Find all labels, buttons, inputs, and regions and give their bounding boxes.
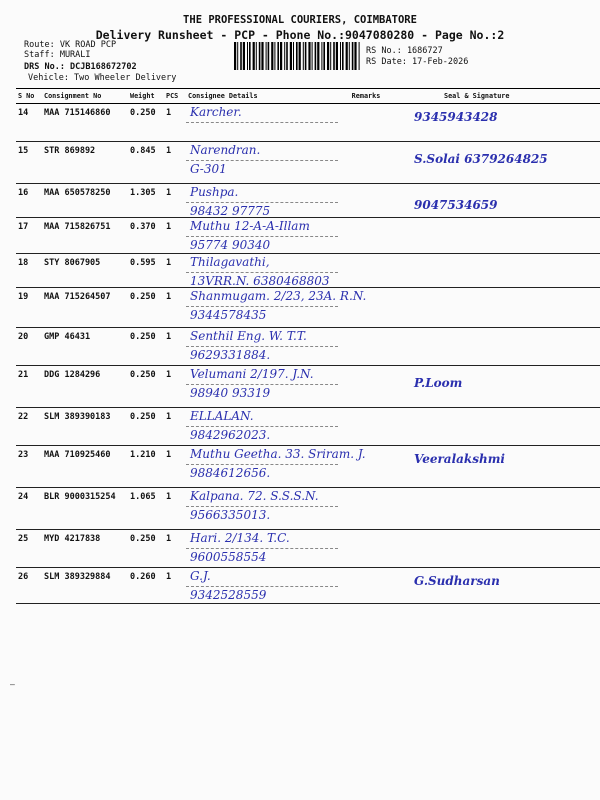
handwriting-guide-line <box>186 548 338 549</box>
remarks-cell <box>338 184 394 218</box>
weight-cell: 0.595 <box>128 254 164 288</box>
pcs-cell: 1 <box>164 218 186 254</box>
consignee-cell <box>186 366 338 408</box>
consignee-name: Velumani 2/197. J.N. <box>190 367 314 381</box>
weight-cell: 0.260 <box>128 568 164 604</box>
barcode-bar <box>247 42 248 70</box>
pcs-cell: 1 <box>164 408 186 446</box>
sno-cell: 21 <box>16 366 42 408</box>
remarks-cell <box>338 328 394 366</box>
barcode <box>234 42 362 70</box>
pcs-cell: 1 <box>164 446 186 488</box>
consignee-phone: 9600558554 <box>190 550 267 564</box>
barcode-bar <box>303 42 304 70</box>
consignee-cell <box>186 328 338 366</box>
sno-cell: 18 <box>16 254 42 288</box>
signature-cell <box>394 218 600 254</box>
consignee-phone: 9884612656. <box>190 466 271 480</box>
pcs-cell: 1 <box>164 254 186 288</box>
consignee-cell <box>186 568 338 604</box>
consignee-name: Karcher. <box>190 105 242 119</box>
handwriting-guide-line <box>186 506 338 507</box>
remarks-cell <box>338 142 394 184</box>
barcode-bar <box>284 42 285 70</box>
barcode-bar <box>237 42 238 70</box>
col-header-sno: S No <box>16 89 42 104</box>
barcode-bar <box>299 42 301 70</box>
signature-cell <box>394 568 600 604</box>
sno-cell: 14 <box>16 104 42 142</box>
table-row <box>16 104 600 142</box>
remarks-cell <box>338 218 394 254</box>
weight-cell: 0.845 <box>128 142 164 184</box>
rs-number: RS No.: 1686727 <box>366 46 443 56</box>
rs-date: RS Date: 17-Feb-2026 <box>366 57 469 67</box>
table-row <box>16 366 600 408</box>
table-row <box>16 568 600 604</box>
table-row <box>16 408 600 446</box>
consignee-cell <box>186 446 366 488</box>
table-row <box>16 142 600 184</box>
remarks-cell <box>338 488 394 530</box>
weight-cell: 1.065 <box>128 488 164 530</box>
pcs-cell: 1 <box>164 328 186 366</box>
barcode-bar <box>296 42 298 70</box>
consignee-phone: 9842962023. <box>190 428 271 442</box>
barcode-bar <box>352 42 354 70</box>
drs-label: DRS No.: DCJB168672702 <box>24 62 137 72</box>
handwriting-guide-line <box>186 306 338 307</box>
consignment-cell: BLR 9000315254 <box>42 488 128 530</box>
consignee-name: Narendran. <box>190 143 261 157</box>
sno-cell: 26 <box>16 568 42 604</box>
handwriting-guide-line <box>186 586 338 587</box>
barcode-bar <box>308 42 310 70</box>
route-label: Route: VK ROAD PCP <box>24 40 117 50</box>
barcode-bar <box>286 42 288 70</box>
pcs-cell: 1 <box>164 142 186 184</box>
consignee-cell <box>186 184 338 218</box>
barcode-bar <box>349 42 350 70</box>
weight-cell: 0.250 <box>128 288 164 328</box>
signature-cell <box>394 366 600 408</box>
remarks-cell <box>338 530 394 568</box>
company-title: THE PROFESSIONAL COURIERS, COIMBATORE <box>183 14 417 26</box>
weight-cell: 0.250 <box>128 366 164 408</box>
margin-mark: — <box>10 680 15 689</box>
consignment-cell: GMP 46431 <box>42 328 128 366</box>
col-header-signature: Seal & Signature <box>394 89 600 104</box>
consignee-name: Shanmugam. 2/23, 23A. R.N. <box>190 289 367 303</box>
handwritten-signature: P.Loom <box>414 376 463 390</box>
consignee-name: G.J. <box>190 569 211 583</box>
table-row <box>16 488 600 530</box>
col-header-consignment: Consignment No <box>42 89 128 104</box>
signature-cell <box>394 328 600 366</box>
barcode-bar <box>280 42 282 70</box>
table-row <box>16 446 600 488</box>
barcode-bar <box>261 42 263 70</box>
pcs-cell: 1 <box>164 488 186 530</box>
remarks-cell <box>338 446 394 488</box>
consignment-cell: MYD 4217838 <box>42 530 128 568</box>
weight-cell: 0.250 <box>128 328 164 366</box>
consignment-cell: DDG 1284296 <box>42 366 128 408</box>
sno-cell: 19 <box>16 288 42 328</box>
consignee-cell <box>186 218 338 254</box>
consignment-cell: MAA 710925460 <box>42 446 128 488</box>
consignee-cell <box>186 142 338 184</box>
sno-cell: 23 <box>16 446 42 488</box>
barcode-bar <box>243 42 245 70</box>
barcode-bar <box>253 42 255 70</box>
remarks-cell <box>338 366 394 408</box>
signature-cell <box>394 408 600 446</box>
barcode-bar <box>330 42 331 70</box>
signature-cell <box>394 254 600 288</box>
remarks-cell <box>338 568 394 604</box>
barcode-bar <box>305 42 307 70</box>
consignee-cell <box>186 530 338 568</box>
signature-cell <box>394 142 600 184</box>
consignee-cell <box>186 254 338 288</box>
weight-cell: 0.250 <box>128 104 164 142</box>
pcs-cell: 1 <box>164 184 186 218</box>
pcs-cell: 1 <box>164 530 186 568</box>
barcode-bar <box>290 42 292 70</box>
weight-cell: 0.250 <box>128 408 164 446</box>
handwriting-guide-line <box>186 202 338 203</box>
handwritten-signature: G.Sudharsan <box>414 574 500 588</box>
table-row <box>16 254 600 288</box>
consignee-cell <box>186 488 338 530</box>
barcode-bar <box>312 42 313 70</box>
barcode-bar <box>293 42 294 70</box>
barcode-bar <box>234 42 236 70</box>
col-header-consignee: Consignee Details <box>186 89 338 104</box>
consignment-cell: SLM 389390183 <box>42 408 128 446</box>
consignment-cell: MAA 650578250 <box>42 184 128 218</box>
consignment-cell: SLM 389329884 <box>42 568 128 604</box>
vehicle-label: Vehicle: Two Wheeler Delivery <box>28 73 177 83</box>
handwriting-guide-line <box>186 236 338 237</box>
remarks-cell <box>338 254 394 288</box>
sno-cell: 22 <box>16 408 42 446</box>
delivery-table <box>16 88 600 604</box>
consignee-name: ELLALAN. <box>190 409 254 423</box>
consignee-name: Pushpa. <box>190 185 239 199</box>
handwriting-guide-line <box>186 426 338 427</box>
barcode-bar <box>359 42 360 70</box>
table-header-row <box>16 89 600 104</box>
sno-cell: 20 <box>16 328 42 366</box>
barcode-bar <box>271 42 273 70</box>
sno-cell: 24 <box>16 488 42 530</box>
consignment-cell: MAA 715264507 <box>42 288 128 328</box>
consignee-name: Muthu 12-A-A-Illam <box>190 219 310 233</box>
remarks-cell <box>338 288 394 328</box>
table-row <box>16 288 600 328</box>
consignee-phone: G-301 <box>190 162 227 176</box>
pcs-cell: 1 <box>164 366 186 408</box>
handwritten-signature: S.Solai 6379264825 <box>414 152 548 166</box>
consignee-cell <box>186 288 367 328</box>
barcode-bar <box>268 42 270 70</box>
consignee-name: Muthu Geetha. 33. Sriram. J. <box>190 447 366 461</box>
barcode-bar <box>249 42 251 70</box>
table-row <box>16 328 600 366</box>
handwritten-signature: Veeralakshmi <box>414 452 505 466</box>
consignee-phone: 95774 90340 <box>190 238 271 252</box>
consignment-cell: STR 869892 <box>42 142 128 184</box>
consignee-name: Hari. 2/134. T.C. <box>190 531 290 545</box>
weight-cell: 1.305 <box>128 184 164 218</box>
staff-label: Staff: MURALI <box>24 50 91 60</box>
sno-cell: 17 <box>16 218 42 254</box>
consignee-phone: 9344578435 <box>190 308 267 322</box>
pcs-cell: 1 <box>164 288 186 328</box>
consignee-name: Thilagavathi, <box>190 255 270 269</box>
barcode-bar <box>315 42 317 70</box>
consignment-cell: MAA 715146860 <box>42 104 128 142</box>
signature-cell <box>394 104 600 142</box>
pcs-cell: 1 <box>164 104 186 142</box>
sno-cell: 25 <box>16 530 42 568</box>
signature-cell <box>394 446 600 488</box>
table-row <box>16 530 600 568</box>
handwriting-guide-line <box>186 384 338 385</box>
signature-cell <box>394 488 600 530</box>
consignee-cell <box>186 408 338 446</box>
consignment-cell: MAA 715826751 <box>42 218 128 254</box>
consignee-name: Kalpana. 72. S.S.S.N. <box>190 489 319 503</box>
pcs-cell: 1 <box>164 568 186 604</box>
barcode-bar <box>240 42 242 70</box>
signature-cell <box>394 530 600 568</box>
barcode-bar <box>277 42 279 70</box>
barcode-bar <box>327 42 329 70</box>
barcode-bar <box>266 42 267 70</box>
barcode-bar <box>342 42 344 70</box>
table-row <box>16 184 600 218</box>
handwritten-signature: 9345943428 <box>414 110 498 124</box>
handwriting-guide-line <box>186 160 338 161</box>
barcode-bar <box>340 42 341 70</box>
weight-cell: 0.250 <box>128 530 164 568</box>
sno-cell: 15 <box>16 142 42 184</box>
barcode-bar <box>323 42 325 70</box>
consignee-phone: 98940 93319 <box>190 386 271 400</box>
consignee-phone: 13VRR.N. 6380468803 <box>190 274 330 288</box>
weight-cell: 1.210 <box>128 446 164 488</box>
barcode-bar <box>321 42 322 70</box>
remarks-cell <box>338 408 394 446</box>
col-header-pcs: PCS <box>164 89 186 104</box>
handwriting-guide-line <box>186 464 338 465</box>
barcode-bar <box>346 42 348 70</box>
barcode-bar <box>256 42 257 70</box>
signature-cell <box>394 184 600 218</box>
col-header-weight: Weight <box>128 89 164 104</box>
consignee-phone: 9629331884. <box>190 348 271 362</box>
barcode-bar <box>336 42 338 70</box>
consignee-phone: 98432 97775 <box>190 204 271 218</box>
barcode-bar <box>259 42 261 70</box>
barcode-bar <box>274 42 275 70</box>
handwriting-guide-line <box>186 122 338 123</box>
consignee-name: Senthil Eng. W. T.T. <box>190 329 307 343</box>
weight-cell: 0.370 <box>128 218 164 254</box>
consignee-phone: 9566335013. <box>190 508 271 522</box>
table-row <box>16 218 600 254</box>
remarks-cell <box>338 104 394 142</box>
consignee-phone: 9342528559 <box>190 588 267 602</box>
sno-cell: 16 <box>16 184 42 218</box>
handwriting-guide-line <box>186 272 338 273</box>
consignee-cell <box>186 104 338 142</box>
signature-cell <box>394 288 600 328</box>
consignment-cell: STY 8067905 <box>42 254 128 288</box>
runsheet-title: Delivery Runsheet - PCP - Phone No.:9047080280 - Page No.:2 <box>95 28 505 42</box>
barcode-bar <box>354 42 356 70</box>
barcode-bar <box>333 42 335 70</box>
handwritten-signature: 9047534659 <box>414 198 498 212</box>
barcode-bar <box>317 42 319 70</box>
handwriting-guide-line <box>186 346 338 347</box>
col-header-remarks: Remarks <box>338 89 394 104</box>
